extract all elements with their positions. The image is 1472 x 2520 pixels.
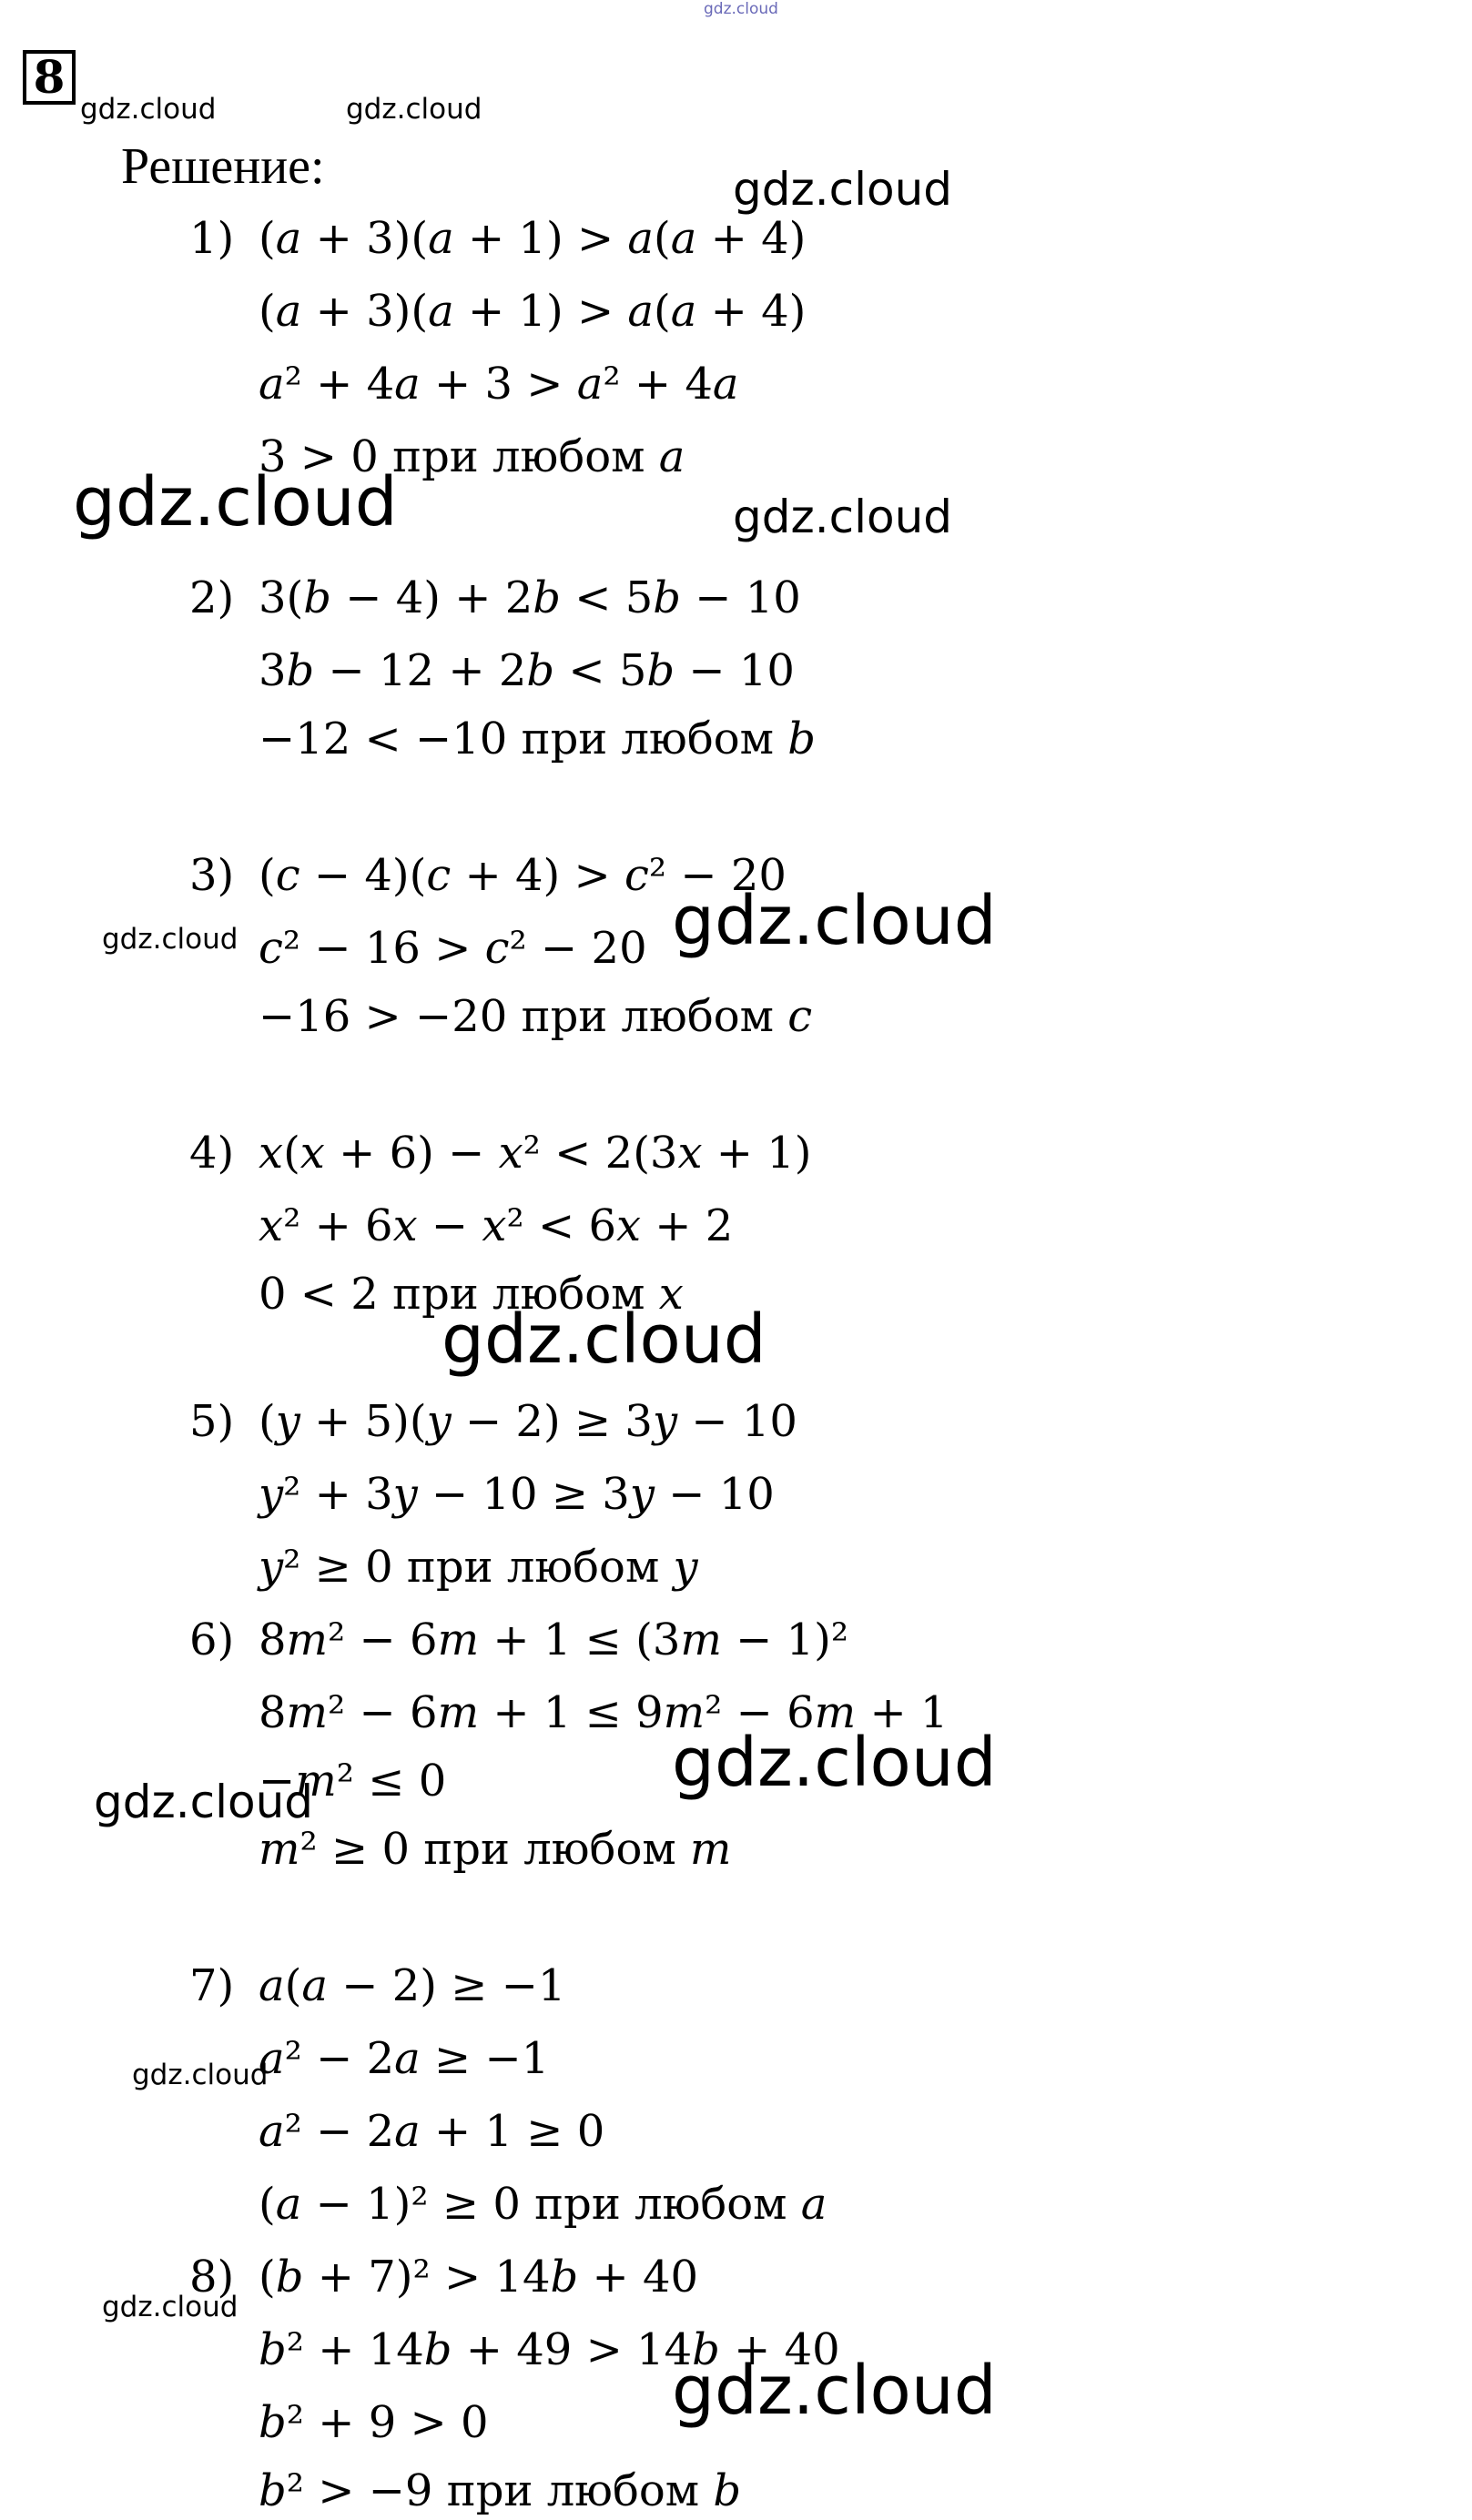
solution-line	[259, 1197, 733, 1255]
watermark-text: gdz.cloud	[94, 1776, 314, 1828]
math-expression: 𝑥(𝑥 + 6) − 𝑥² < 2(3𝑥 + 1)	[259, 1128, 812, 1179]
math-expression: −16 > −20 при любом 𝑐	[259, 991, 813, 1042]
watermark-text: gdz.cloud	[346, 93, 482, 126]
math-expression: 𝑥² + 6𝑥 − 𝑥² < 6𝑥 + 2	[259, 1200, 734, 1251]
solution-line	[259, 919, 647, 977]
watermark-text: gdz.cloud	[672, 2352, 997, 2430]
solution-line	[189, 1957, 565, 2015]
math-expression: 𝑐² − 16 > 𝑐² − 20	[259, 923, 647, 974]
watermark-text: gdz.cloud	[672, 1724, 997, 1802]
math-expression: 𝑎(𝑎 − 2) ≥ −1	[259, 1960, 566, 2011]
item-number: 7)	[189, 1960, 235, 2011]
item-number: 2)	[189, 572, 235, 623]
solution-line	[259, 2175, 827, 2233]
math-expression: 𝑏² > −9 при любом 𝑏	[259, 2465, 742, 2516]
item-number: 1)	[189, 213, 235, 264]
item-number: 5)	[189, 1396, 235, 1447]
math-expression: 𝑏² + 9 > 0	[259, 2397, 489, 2448]
math-expression: 𝑦² + 3𝑦 − 10 ≥ 3𝑦 − 10	[259, 1469, 775, 1520]
solution-line	[259, 1820, 731, 1878]
solution-line	[259, 1538, 698, 1596]
math-expression: (𝑎 + 3)(𝑎 + 1) > 𝑎(𝑎 + 4)	[259, 213, 807, 264]
watermark-text: gdz.cloud	[80, 93, 217, 126]
solution-line	[259, 987, 812, 1046]
watermark-text: gdz.cloud	[73, 463, 398, 541]
math-expression: 8𝑚² − 6𝑚 + 1 ≤ 9𝑚² − 6𝑚 + 1	[259, 1687, 949, 1738]
watermark-text: gdz.cloud	[704, 0, 778, 18]
solution-line	[259, 1465, 775, 1523]
watermark-text: gdz.cloud	[442, 1300, 766, 1379]
solution-line	[259, 282, 806, 340]
item-number: 4)	[189, 1128, 235, 1179]
solution-line	[259, 710, 816, 768]
math-expression: 𝑏² + 14𝑏 + 49 > 14𝑏 + 40	[259, 2324, 840, 2375]
math-expression: (𝑎 + 3)(𝑎 + 1) > 𝑎(𝑎 + 4)	[259, 286, 807, 337]
math-expression: 3𝑏 − 12 + 2𝑏 < 5𝑏 − 10	[259, 645, 795, 696]
solution-line	[259, 2029, 549, 2088]
watermark-text: gdz.cloud	[102, 923, 239, 956]
solution-line	[189, 1611, 848, 1669]
watermark-text: gdz.cloud	[672, 882, 997, 960]
math-expression: 3 > 0 при любом 𝑎	[259, 431, 685, 482]
item-number: 6)	[189, 1614, 235, 1665]
watermark-text: gdz.cloud	[733, 491, 953, 543]
math-expression: (𝑏 + 7)² > 14𝑏 + 40	[259, 2252, 699, 2302]
math-expression: (𝑐 − 4)(𝑐 + 4) > 𝑐² − 20	[259, 850, 787, 901]
solution-line	[259, 2102, 604, 2161]
math-expression: (𝑦 + 5)(𝑦 − 2) ≥ 3𝑦 − 10	[259, 1396, 797, 1447]
solution-line	[259, 2462, 741, 2520]
math-expression: 𝑦² ≥ 0 при любом 𝑦	[259, 1542, 698, 1593]
solution-line	[189, 1124, 812, 1182]
math-expression: 3(𝑏 − 4) + 2𝑏 < 5𝑏 − 10	[259, 572, 801, 623]
solution-line	[189, 1392, 797, 1451]
solution-line	[259, 355, 739, 413]
math-expression: 𝑎² − 2𝑎 ≥ −1	[259, 2033, 550, 2084]
watermark-text: gdz.cloud	[733, 163, 953, 216]
solution-line	[189, 209, 806, 268]
math-expression: −𝑚² ≤ 0	[259, 1756, 447, 1807]
math-expression: −12 < −10 при любом 𝑏	[259, 713, 816, 764]
math-expression: 8𝑚² − 6𝑚 + 1 ≤ (3𝑚 − 1)²	[259, 1614, 849, 1665]
item-number: 3)	[189, 850, 235, 901]
solution-line	[259, 642, 795, 700]
math-expression: 𝑚² ≥ 0 при любом 𝑚	[259, 1824, 732, 1875]
solution-line	[189, 2248, 698, 2306]
problem-number-box: 8	[23, 50, 76, 105]
solution-line	[259, 2393, 489, 2452]
math-expression: (𝑎 − 1)² ≥ 0 при любом 𝑎	[259, 2179, 827, 2230]
math-expression: 𝑎² + 4𝑎 + 3 > 𝑎² + 4𝑎	[259, 359, 739, 410]
math-expression: 𝑎² − 2𝑎 + 1 ≥ 0	[259, 2106, 605, 2157]
item-number: 8)	[189, 2252, 235, 2302]
solution-heading: Решение:	[121, 138, 325, 195]
solution-line	[189, 569, 801, 627]
watermark-text: gdz.cloud	[102, 2291, 239, 2323]
math-expression: 0 < 2 при любом 𝑥	[259, 1269, 684, 1320]
watermark-text: gdz.cloud	[132, 2059, 269, 2091]
